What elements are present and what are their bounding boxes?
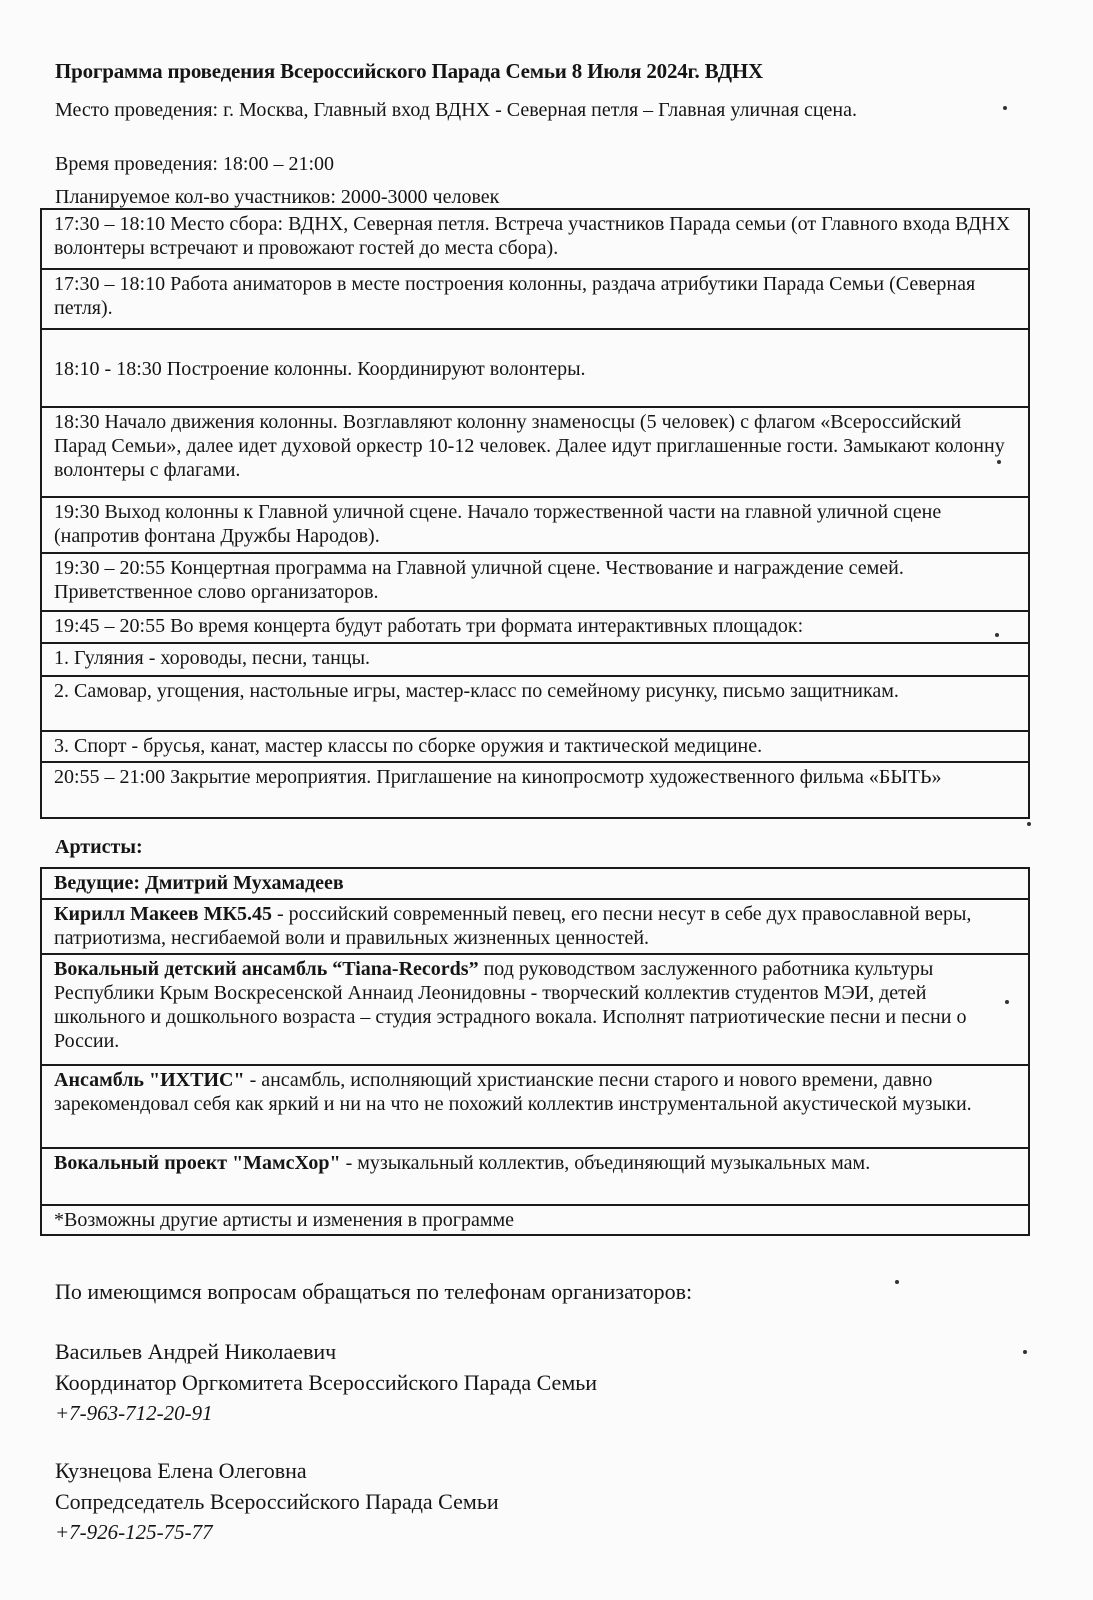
event-time: Время проведения: 18:00 – 21:00 — [55, 153, 335, 175]
table-row — [41, 899, 1029, 954]
table-row — [41, 1065, 1029, 1148]
participants-count: Планируемое кол-во участников: 2000-3000 человек — [55, 186, 500, 208]
schedule-item: 17:30 – 18:10 Работа аниматоров в месте построения колонны, раздача атрибутики Парада Семьи (Северная петля). — [41, 269, 1029, 329]
table-row — [41, 1148, 1029, 1205]
scan-speck — [997, 460, 1001, 464]
scan-speck — [1003, 106, 1007, 110]
artists-note: *Возможны другие артисты и изменения в программе — [41, 1205, 1029, 1235]
schedule-item: 19:30 Выход колонны к Главной уличной сцене. Начало торжественной части на главной уличной сцене (напротив фонтана Дружбы Народов). — [41, 497, 1029, 553]
schedule-item: 3. Спорт - брусья, канат, мастер классы по сборке оружия и тактической медицине. — [41, 731, 1029, 762]
contact-phone: +7-926-125-75-77 — [55, 1520, 213, 1544]
table-row — [41, 1205, 1029, 1235]
table-row — [41, 611, 1029, 643]
artists-table — [40, 867, 1030, 1236]
schedule-item: 18:10 - 18:30 Построение колонны. Координируют волонтеры. — [41, 329, 1029, 407]
artist-description: - ансамбль, исполняющий христианские песни старого и нового времени, давно зарекомендовал себя как яркий и ни на что не похожий коллектив инструментальной акустической музыки. — [54, 1069, 972, 1115]
artist-description: - российский современный певец, его песни несут в себе дух православной веры, патриотизма, несгибаемой воли и правильных жизненных ценностей. — [54, 903, 972, 949]
contacts-intro: По имеющимся вопросам обращаться по телефонам организаторов: — [55, 1279, 693, 1304]
schedule-item: 1. Гуляния - хороводы, песни, танцы. — [41, 643, 1029, 676]
schedule-item: 17:30 – 18:10 Место сбора: ВДНХ, Северная петля. Встреча участников Парада семьи (от Главного входа ВДНХ волонтеры встречают и провожают гостей до места сбора). — [41, 209, 1029, 269]
contact-role: Сопредседатель Всероссийского Парада Семьи — [55, 1489, 499, 1514]
table-row — [41, 497, 1029, 553]
scan-speck — [1023, 1350, 1027, 1354]
artist-item — [41, 899, 1029, 954]
artist-name: Вокальный проект "МамсХор" — [54, 1152, 341, 1174]
scan-speck — [1005, 1000, 1009, 1004]
artist-item — [41, 954, 1029, 1065]
schedule-item: 2. Самовар, угощения, настольные игры, мастер-класс по семейному рисунку, письмо защитникам. — [41, 676, 1029, 731]
contact-phone: +7-963-712-20-91 — [55, 1401, 213, 1425]
artist-description: - музыкальный коллектив, объединяющий музыкальных мам. — [340, 1152, 871, 1174]
table-row — [41, 269, 1029, 329]
artist-item — [41, 1065, 1029, 1148]
table-row — [41, 209, 1029, 269]
scan-speck — [1027, 822, 1031, 826]
contact-block — [55, 1336, 597, 1429]
table-row — [41, 329, 1029, 407]
table-row — [41, 954, 1029, 1065]
schedule-item: 18:30 Начало движения колонны. Возглавляют колонну знаменосцы (5 человек) с флагом «Всероссийский Парад Семьи», далее идет духовой оркестр 10-12 человек. Далее идут приглашенные гости. Замыкают колонну волонтеры с флагами. — [41, 407, 1029, 497]
artist-name: Ансамбль "ИХТИС" — [54, 1069, 245, 1091]
artists-heading: Артисты: — [55, 836, 143, 858]
contact-name: Кузнецова Елена Олеговна — [55, 1458, 307, 1483]
scan-speck — [995, 633, 999, 637]
table-row — [41, 731, 1029, 762]
contact-name: Васильев Андрей Николаевич — [55, 1339, 337, 1364]
table-row — [41, 762, 1029, 818]
event-location: Место проведения: г. Москва, Главный вход ВДНХ - Северная петля – Главная уличная сцена. — [55, 99, 858, 121]
host-name: Ведущие: Дмитрий Мухамадеев — [41, 868, 1029, 899]
schedule-item: 19:45 – 20:55 Во время концерта будут работать три формата интерактивных площадок: — [41, 611, 1029, 643]
scan-speck — [895, 1280, 899, 1284]
schedule-table — [40, 208, 1030, 819]
contact-role: Координатор Оргкомитета Всероссийского Парада Семьи — [55, 1370, 598, 1395]
table-row — [41, 553, 1029, 611]
table-row — [41, 643, 1029, 676]
schedule-item: 19:30 – 20:55 Концертная программа на Главной уличной сцене. Чествование и награждение семей. Приветственное слово организаторов. — [41, 553, 1029, 611]
artist-item — [41, 1148, 1029, 1205]
table-row — [41, 407, 1029, 497]
table-row — [41, 868, 1029, 899]
contact-block — [55, 1455, 499, 1548]
artist-name: Кирилл Макеев МК5.45 — [54, 903, 272, 925]
table-row — [41, 676, 1029, 731]
schedule-item: 20:55 – 21:00 Закрытие мероприятия. Приглашение на кинопросмотр художественного фильма «БЫТЬ» — [41, 762, 1029, 818]
artist-description: под руководством заслуженного работника культуры Республики Крым Воскресенской Аннаид Леонидовны - творческий коллектив студентов МЭИ, детей школьного и дошкольного возраста – студия эстрадного вокала. Исполнят патриотические песни и песни о России. — [54, 958, 967, 1052]
artist-name: Вокальный детский ансамбль “Tiana-Records” — [54, 958, 479, 980]
document-title: Программа проведения Всероссийского Парада Семьи 8 Июля 2024г. ВДНХ — [55, 59, 763, 83]
